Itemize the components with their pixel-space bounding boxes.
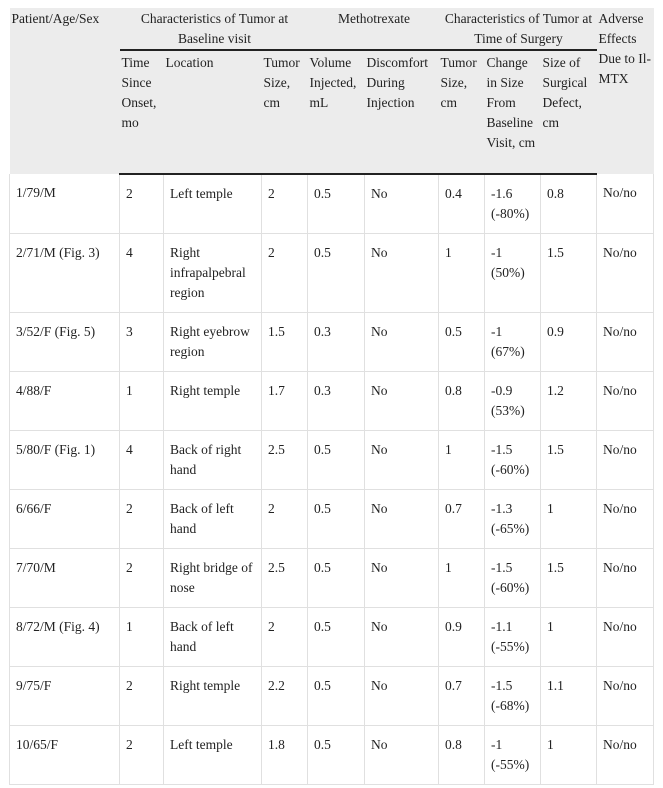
cell-location: Left temple: [164, 726, 262, 785]
cell-onset: 2: [120, 174, 164, 234]
cell-tumor-size: 2: [262, 234, 308, 313]
cell-location: Left temple: [164, 174, 262, 234]
header-patient: Patient/Age/Sex: [10, 8, 120, 174]
cell-defect: 1.2: [541, 372, 597, 431]
cell-tumor-size: 2.2: [262, 667, 308, 726]
cell-adverse: No/no: [597, 667, 654, 726]
header-surgery-group: Characteristics of Tumor at Time of Surgery: [439, 8, 597, 50]
cell-defect: 1.5: [541, 549, 597, 608]
cell-surgery-size: 1: [439, 549, 485, 608]
cell-onset: 2: [120, 667, 164, 726]
cell-change: -1 (50%): [485, 234, 541, 313]
cell-patient: 9/75/F: [10, 667, 120, 726]
cell-defect: 1: [541, 490, 597, 549]
cell-tumor-size: 1.7: [262, 372, 308, 431]
header-volume-injected: Volume Injected, mL: [308, 50, 365, 174]
cell-change: -0.9 (53%): [485, 372, 541, 431]
cell-discomfort: No: [365, 234, 439, 313]
cell-location: Back of left hand: [164, 608, 262, 667]
cell-discomfort: No: [365, 667, 439, 726]
cell-adverse: No/no: [597, 431, 654, 490]
table-row: [10, 372, 654, 431]
cell-location: Right temple: [164, 667, 262, 726]
cell-discomfort: No: [365, 726, 439, 785]
cell-location: Right infrapalpebral region: [164, 234, 262, 313]
cell-adverse: No/no: [597, 490, 654, 549]
cell-change: -1.5 (-60%): [485, 549, 541, 608]
cell-surgery-size: 0.8: [439, 372, 485, 431]
cell-tumor-size: 1.5: [262, 313, 308, 372]
cell-surgery-size: 0.5: [439, 313, 485, 372]
cell-defect: 1.1: [541, 667, 597, 726]
table-row: [10, 313, 654, 372]
cell-defect: 1: [541, 608, 597, 667]
header-time-since-onset: Time Since Onset, mo: [120, 50, 164, 174]
cell-volume: 0.5: [308, 431, 365, 490]
cell-location: Right eyebrow region: [164, 313, 262, 372]
cell-defect: 0.8: [541, 174, 597, 234]
cell-adverse: No/no: [597, 313, 654, 372]
header-tumor-size-surgery: Tumor Size, cm: [439, 50, 485, 174]
cell-defect: 1.5: [541, 431, 597, 490]
cell-patient: 1/79/M: [10, 174, 120, 234]
header-methotrexate-group: Methotrexate: [308, 8, 439, 50]
cell-patient: 5/80/F (Fig. 1): [10, 431, 120, 490]
header-baseline-group: Characteristics of Tumor at Baseline visit: [120, 8, 308, 50]
header-discomfort: Discomfort During Injection: [365, 50, 439, 174]
cell-tumor-size: 2: [262, 608, 308, 667]
header-surgical-defect: Size of Surgical Defect, cm: [541, 50, 597, 174]
cell-adverse: No/no: [597, 234, 654, 313]
table-row: [10, 431, 654, 490]
cell-location: Back of left hand: [164, 490, 262, 549]
cell-discomfort: No: [365, 608, 439, 667]
cell-patient: 7/70/M: [10, 549, 120, 608]
cell-onset: 2: [120, 549, 164, 608]
cell-adverse: No/no: [597, 549, 654, 608]
cell-surgery-size: 0.9: [439, 608, 485, 667]
cell-patient: 2/71/M (Fig. 3): [10, 234, 120, 313]
cell-defect: 1: [541, 726, 597, 785]
cell-change: -1.5 (-60%): [485, 431, 541, 490]
table-row: [10, 174, 654, 234]
cell-change: -1.3 (-65%): [485, 490, 541, 549]
cell-adverse: No/no: [597, 726, 654, 785]
cell-volume: 0.5: [308, 667, 365, 726]
cell-tumor-size: 2: [262, 490, 308, 549]
cell-location: Back of right hand: [164, 431, 262, 490]
cell-onset: 2: [120, 726, 164, 785]
cell-surgery-size: 0.8: [439, 726, 485, 785]
cell-volume: 0.3: [308, 313, 365, 372]
table-row: [10, 608, 654, 667]
cell-onset: 4: [120, 234, 164, 313]
cell-change: -1.1 (-55%): [485, 608, 541, 667]
cell-tumor-size: 2.5: [262, 431, 308, 490]
cell-patient: 10/65/F: [10, 726, 120, 785]
header-adverse-effects: Adverse Effects Due to Il-MTX: [597, 8, 654, 174]
header-change-in-size: Change in Size From Baseline Visit, cm: [485, 50, 541, 174]
cell-volume: 0.5: [308, 490, 365, 549]
cell-location: Right temple: [164, 372, 262, 431]
header-location: Location: [164, 50, 262, 174]
cell-onset: 1: [120, 608, 164, 667]
table-body: [10, 174, 654, 785]
table-row: [10, 726, 654, 785]
cell-surgery-size: 0.7: [439, 490, 485, 549]
header-tumor-size-baseline: Tumor Size, cm: [262, 50, 308, 174]
cell-volume: 0.5: [308, 549, 365, 608]
cell-change: -1 (-55%): [485, 726, 541, 785]
table-row: [10, 549, 654, 608]
cell-tumor-size: 2: [262, 174, 308, 234]
cell-change: -1.5 (-68%): [485, 667, 541, 726]
cell-volume: 0.5: [308, 726, 365, 785]
cell-location: Right bridge of nose: [164, 549, 262, 608]
table-row: [10, 234, 654, 313]
cell-volume: 0.5: [308, 174, 365, 234]
cell-adverse: No/no: [597, 608, 654, 667]
cell-tumor-size: 2.5: [262, 549, 308, 608]
cell-adverse: No/no: [597, 372, 654, 431]
cell-patient: 3/52/F (Fig. 5): [10, 313, 120, 372]
cell-change: -1 (67%): [485, 313, 541, 372]
cell-surgery-size: 1: [439, 431, 485, 490]
cell-discomfort: No: [365, 313, 439, 372]
cell-discomfort: No: [365, 490, 439, 549]
cell-defect: 0.9: [541, 313, 597, 372]
cell-volume: 0.5: [308, 234, 365, 313]
cell-discomfort: No: [365, 549, 439, 608]
cell-tumor-size: 1.8: [262, 726, 308, 785]
cell-onset: 4: [120, 431, 164, 490]
cell-discomfort: No: [365, 372, 439, 431]
table-row: [10, 667, 654, 726]
cell-volume: 0.5: [308, 608, 365, 667]
cell-patient: 8/72/M (Fig. 4): [10, 608, 120, 667]
cell-change: -1.6 (-80%): [485, 174, 541, 234]
cell-patient: 4/88/F: [10, 372, 120, 431]
cell-surgery-size: 0.7: [439, 667, 485, 726]
table-header: [10, 8, 654, 174]
table-row: [10, 490, 654, 549]
cell-adverse: No/no: [597, 174, 654, 234]
cell-discomfort: No: [365, 174, 439, 234]
cell-surgery-size: 0.4: [439, 174, 485, 234]
cell-volume: 0.3: [308, 372, 365, 431]
cell-surgery-size: 1: [439, 234, 485, 313]
cell-onset: 3: [120, 313, 164, 372]
cell-defect: 1.5: [541, 234, 597, 313]
cell-patient: 6/66/F: [10, 490, 120, 549]
cell-discomfort: No: [365, 431, 439, 490]
cell-onset: 1: [120, 372, 164, 431]
data-table: [9, 8, 654, 785]
cell-onset: 2: [120, 490, 164, 549]
